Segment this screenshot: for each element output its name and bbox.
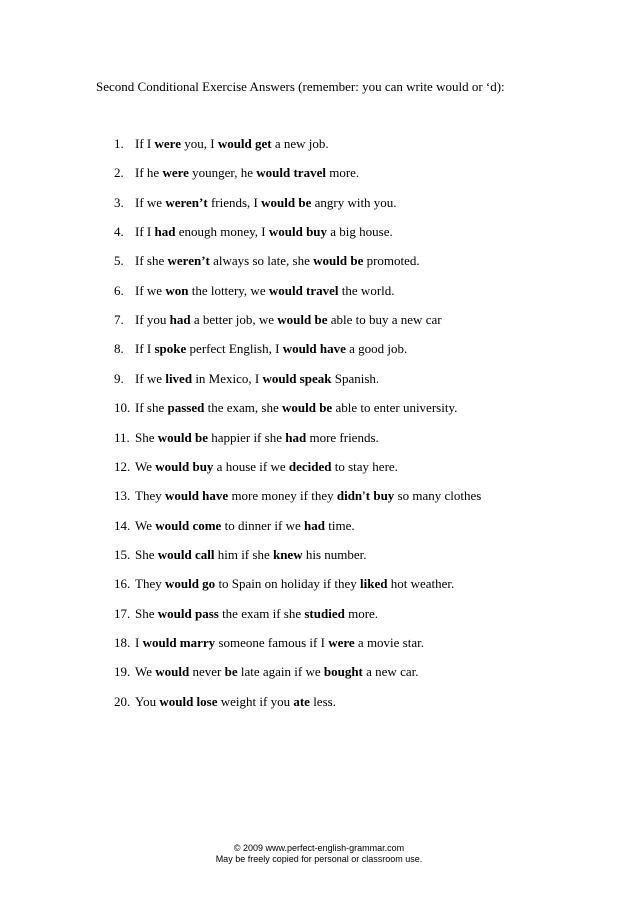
answer-text-fragment: friends, I: [207, 194, 262, 210]
answer-number: 12.: [114, 458, 131, 474]
answer-verb-bold: would travel: [268, 282, 339, 298]
answer-verb-bold: would pass: [157, 605, 219, 621]
answer-sentence: [135, 371, 379, 387]
answer-text-fragment: If she: [135, 400, 168, 416]
answer-text-fragment: If I: [135, 341, 155, 357]
answer-text-fragment: a better job, we: [190, 312, 278, 328]
answer-text-fragment: weight if you: [217, 693, 294, 709]
answer-sentence: [135, 341, 407, 357]
answer-sentence: [135, 694, 336, 710]
answer-text-fragment: If we: [135, 282, 166, 298]
answer-verb-bold: would marry: [142, 634, 216, 650]
answer-verb-bold: had: [169, 312, 191, 328]
answer-text-fragment: in Mexico, I: [192, 370, 263, 386]
answer-verb-bold: would be: [157, 429, 208, 445]
answer-number: 16.: [114, 576, 131, 592]
answer-text-fragment: Spanish.: [331, 370, 380, 386]
answer-text-fragment: They: [135, 488, 165, 504]
answer-text-fragment: less.: [309, 693, 336, 709]
answer-text-fragment: able to buy a new car: [327, 312, 442, 328]
answer-text-fragment: perfect English, I: [186, 341, 283, 357]
answer-number: 3.: [114, 194, 124, 210]
answer-verb-bold: would travel: [256, 165, 326, 181]
answer-text-fragment: his number.: [302, 546, 367, 562]
answer-verb-bold: had: [304, 517, 325, 533]
answer-verb-bold: would be: [281, 400, 333, 416]
answer-verb-bold: had: [154, 224, 176, 240]
answer-text-fragment: him if she: [214, 546, 273, 562]
answer-text-fragment: a big house.: [327, 224, 393, 240]
answer-verb-bold: would have: [282, 341, 346, 357]
answer-sentence: [135, 224, 393, 240]
answer-verb-bold: lived: [165, 370, 193, 386]
answer-sentence: [135, 547, 367, 563]
footer-permission: May be freely copied for personal or classroom use.: [215, 854, 423, 864]
answer-text-fragment: They: [135, 576, 165, 592]
answer-sentence: [135, 165, 359, 181]
answer-verb-bold: would buy: [268, 224, 328, 240]
answer-verb-bold: be: [224, 664, 238, 680]
answer-verb-bold: would get: [217, 136, 272, 151]
answer-text-fragment: to stay here.: [331, 458, 398, 474]
answer-sentence: [135, 518, 355, 534]
answer-verb-bold: knew: [272, 546, 303, 562]
answer-sentence: [135, 400, 457, 416]
answer-text-fragment: the lottery, we: [188, 282, 269, 298]
answer-sentence: [135, 136, 329, 152]
answer-sentence: [135, 459, 398, 475]
answer-text-fragment: the world.: [338, 282, 395, 298]
answer-sentence: [135, 430, 379, 446]
answer-verb-bold: weren’t: [167, 253, 210, 269]
answer-verb-bold: bought: [323, 664, 363, 680]
footer-copyright: © 2009 www.perfect-english-grammar.com: [233, 843, 405, 853]
answer-sentence: [135, 283, 395, 299]
answer-number: 20.: [114, 693, 131, 709]
answer-text-fragment: late again if we: [237, 664, 324, 680]
answer-text-fragment: hot weather.: [387, 576, 455, 592]
answer-verb-bold: would speak: [262, 370, 332, 386]
answer-text-fragment: promoted.: [363, 253, 420, 269]
answer-sentence: [135, 635, 424, 651]
answer-text-fragment: to Spain on holiday if they: [215, 576, 360, 592]
answer-sentence: [135, 488, 481, 504]
answer-text-fragment: If we: [135, 370, 166, 386]
page-title: Second Conditional Exercise Answers (remember: you can write would or ‘d):: [96, 79, 505, 94]
answer-sentence: [135, 576, 454, 592]
answer-verb-bold: would go: [164, 576, 216, 592]
answer-text-fragment: time.: [324, 517, 355, 533]
answer-verb-bold: passed: [167, 400, 205, 416]
answer-number: 1.: [114, 136, 124, 151]
answer-verb-bold: were: [154, 136, 181, 151]
answer-text-fragment: you, I: [180, 136, 218, 151]
answer-sentence: [135, 195, 397, 211]
answer-verb-bold: would call: [157, 546, 215, 562]
answer-text-fragment: If she: [135, 253, 168, 269]
answer-verb-bold: had: [285, 429, 307, 445]
answer-verb-bold: would come: [155, 517, 222, 533]
answer-verb-bold: were: [162, 165, 189, 181]
answer-number: 13.: [114, 488, 131, 504]
answer-text-fragment: angry with you.: [311, 194, 397, 210]
answer-number: 5.: [114, 253, 124, 269]
answer-text-fragment: She: [135, 429, 158, 445]
answer-number: 4.: [114, 224, 124, 240]
answer-number: 18.: [114, 634, 131, 650]
answer-verb-bold: would: [155, 664, 190, 680]
answer-verb-bold: spoke: [154, 341, 187, 357]
answer-number: 11.: [114, 429, 130, 445]
answer-text-fragment: We: [135, 517, 156, 533]
answer-sentence: [135, 606, 378, 622]
answer-verb-bold: would lose: [159, 693, 218, 709]
footer: [0, 843, 638, 865]
answer-number: 10.: [114, 400, 131, 416]
answer-text-fragment: the exam if she: [218, 605, 305, 621]
answer-number: 15.: [114, 546, 131, 562]
answer-text-fragment: a good job.: [345, 341, 408, 357]
answer-text-fragment: enough money, I: [175, 224, 269, 240]
answer-text-fragment: happier if she: [207, 429, 286, 445]
answer-number: 17.: [114, 605, 131, 621]
answer-text-fragment: If I: [135, 136, 155, 151]
answer-verb-bold: liked: [359, 576, 388, 592]
answer-text-fragment: never: [189, 664, 225, 680]
answer-text-fragment: more friends.: [306, 429, 379, 445]
answer-number: 2.: [114, 165, 124, 181]
answer-text-fragment: We: [135, 664, 156, 680]
answer-number: 7.: [114, 312, 124, 328]
answer-text-fragment: We: [135, 458, 156, 474]
answer-text-fragment: the exam, she: [204, 400, 282, 416]
answer-verb-bold: were: [328, 634, 355, 650]
answer-number: 8.: [114, 341, 124, 357]
answer-text-fragment: If he: [135, 165, 163, 181]
answer-verb-bold: would be: [277, 312, 328, 328]
answer-text-fragment: more money if they: [228, 488, 337, 504]
answer-text-fragment: a movie star.: [354, 634, 424, 650]
answer-verb-bold: ate: [293, 693, 310, 709]
answer-text-fragment: younger, he: [188, 165, 257, 181]
answer-sentence: [135, 312, 442, 328]
answer-text-fragment: a house if we: [213, 458, 289, 474]
answer-text-fragment: so many clothes: [394, 488, 482, 504]
answer-sentence: [135, 664, 418, 680]
answer-text-fragment: always so late, she: [209, 253, 314, 269]
answer-sentence: [135, 253, 420, 269]
answer-text-fragment: a new job.: [271, 136, 329, 151]
answer-number: 19.: [114, 664, 131, 680]
answer-text-fragment: If I: [135, 224, 155, 240]
answer-number: 6.: [114, 282, 124, 298]
answer-text-fragment: able to enter university.: [332, 400, 458, 416]
answer-number: 9.: [114, 370, 124, 386]
answer-verb-bold: would have: [164, 488, 229, 504]
answer-verb-bold: would be: [261, 194, 312, 210]
answer-text-fragment: someone famous if I: [215, 634, 329, 650]
answer-text-fragment: You: [135, 693, 160, 709]
answer-verb-bold: weren’t: [165, 194, 208, 210]
answer-verb-bold: decided: [288, 458, 332, 474]
answer-text-fragment: If we: [135, 194, 166, 210]
answer-text-fragment: more.: [325, 165, 360, 181]
answer-verb-bold: studied: [304, 605, 345, 621]
answer-verb-bold: would buy: [155, 458, 214, 474]
answer-text-fragment: She: [135, 605, 158, 621]
answer-text-fragment: If you: [135, 312, 170, 328]
answer-verb-bold: didn't buy: [336, 488, 395, 504]
answer-text-fragment: I: [135, 634, 143, 650]
answer-text-fragment: She: [135, 546, 158, 562]
answer-text-fragment: a new car.: [362, 664, 419, 680]
answer-verb-bold: won: [165, 282, 189, 298]
answer-text-fragment: more.: [344, 605, 379, 621]
answer-verb-bold: would be: [313, 253, 364, 269]
answer-number: 14.: [114, 517, 131, 533]
answer-text-fragment: to dinner if we: [221, 517, 305, 533]
